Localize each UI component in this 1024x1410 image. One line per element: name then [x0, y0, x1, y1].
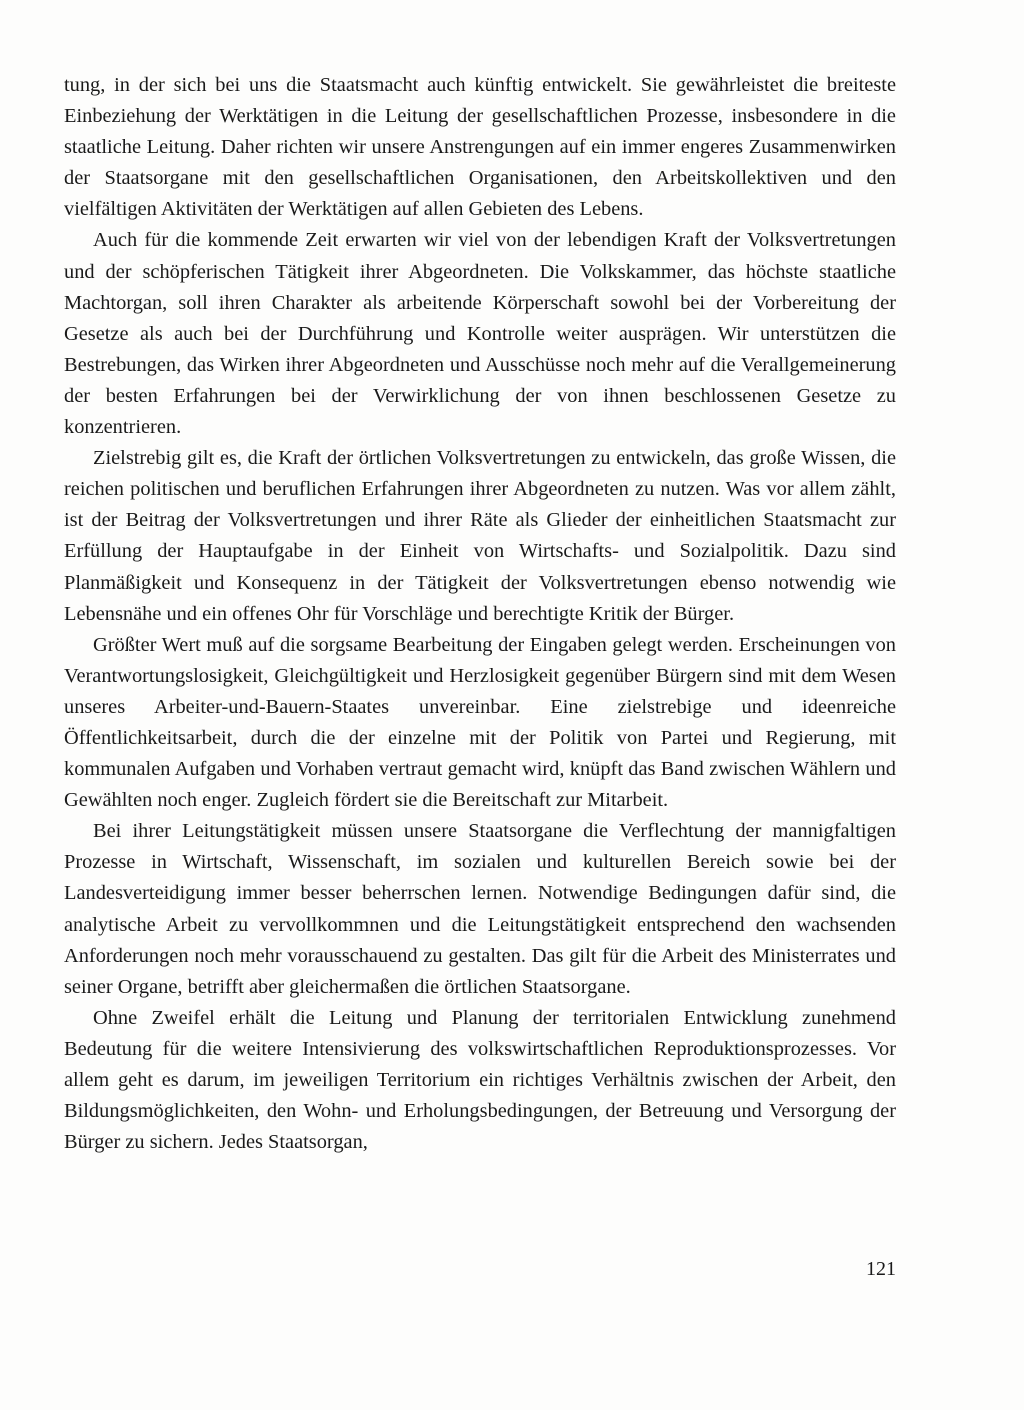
paragraph-4: Größter Wert muß auf die sorgsame Bearbeitung der Eingaben gelegt werden. Erscheinungen von Verantwortungslosigkeit, Gleichgültigkeit und Herzlosigkeit gegenüber Bürgern sind mit dem Wesen unseres Arbeiter-und-Bauern-Staates unvereinbar. Eine zielstrebige und ideenreiche Öffentlichkeitsarbeit, durch die der einzelne mit der Politik von Partei und Regierung, mit kommunalen Aufgaben und Vorhaben vertraut gemacht wird, knüpft das Band zwischen Wählern und Gewählten noch enger. Zugleich fördert sie die Bereitschaft zur Mitarbeit.	[64, 633, 896, 812]
paragraph-2: Auch für die kommende Zeit erwarten wir viel von der lebendigen Kraft der Volksvertretungen und der schöpferischen Tätigkeit ihrer Abgeordneten. Die Volkskammer, das höchste staatliche Machtorgan, soll ihren Charakter als arbeitende Körperschaft sowohl bei der Vorbereitung der Gesetze als auch bei der Durchführung und Kontrolle weiter ausprägen. Wir unterstützen die Bestrebungen, das Wirken ihrer Abgeordneten und Ausschüsse noch mehr auf die Verallgemeinerung der besten Erfahrungen bei der Verwirklichung der von ihnen beschlossenen Gesetze zu konzentrieren.	[64, 229, 896, 439]
paragraph-3: Zielstrebig gilt es, die Kraft der örtlichen Volksvertretungen zu entwickeln, das große Wissen, die reichen politischen und beruflichen Erfahrungen ihrer Abgeordneten zu nutzen. Was vor allem zählt, ist der Beitrag der Volksvertretungen und ihrer Räte als Glieder der einheitlichen Staatsmacht zur Erfüllung der Hauptaufgabe in der Einheit von Wirtschafts- und Sozialpolitik. Dazu sind Planmäßigkeit und Konsequenz in der Tätigkeit der Volksvertretungen ebenso notwendig wie Lebensnähe und ein offenes Ohr für Vorschläge und berechtigte Kritik der Bürger.	[64, 447, 896, 625]
paragraph-5: Bei ihrer Leitungstätigkeit müssen unsere Staatsorgane die Verflechtung der mannigfaltigen Prozesse in Wirtschaft, Wissenschaft, im sozialen und kulturellen Bereich sowie bei der Landesverteidigung immer besser beherrschen lernen. Notwendige Bedingungen dafür sind, die analytische Arbeit zu vervollkommnen und die Leitungstätigkeit entsprechend den wachsenden Anforderungen noch mehr vorausschauend zu gestalten. Das gilt für die Arbeit des Ministerrates und seiner Organe, betrifft aber gleichermaßen die örtlichen Staatsorgane.	[64, 820, 896, 998]
page-number: 121	[866, 1258, 896, 1280]
body-text	[64, 70, 896, 1158]
paragraph-6: Ohne Zweifel erhält die Leitung und Planung der territorialen Entwicklung zunehmend Bedeutung für die weitere Intensivierung des volkswirtschaftlichen Reproduktionsprozesses. Vor allem geht es darum, im jeweiligen Territorium ein richtiges Verhältnis zwischen der Arbeit, den Bildungsmöglichkeiten, den Wohn- und Erholungsbedingungen, der Betreuung und Versorgung der Bürger zu sichern. Jedes Staatsorgan,	[64, 1006, 896, 1154]
paragraph-1: tung, in der sich bei uns die Staatsmacht auch künftig entwickelt. Sie gewährleistet die breiteste Einbeziehung der Werktätigen in die Leitung der gesellschaftlichen Prozesse, insbesondere in die staatliche Leitung. Daher richten wir unsere Anstrengungen auf ein immer engeres Zusammenwirken der Staatsorgane mit den gesellschaftlichen Organisationen, den Arbeitskollektiven und den vielfältigen Aktivitäten der Werktätigen auf allen Gebieten des Lebens.	[64, 74, 896, 221]
